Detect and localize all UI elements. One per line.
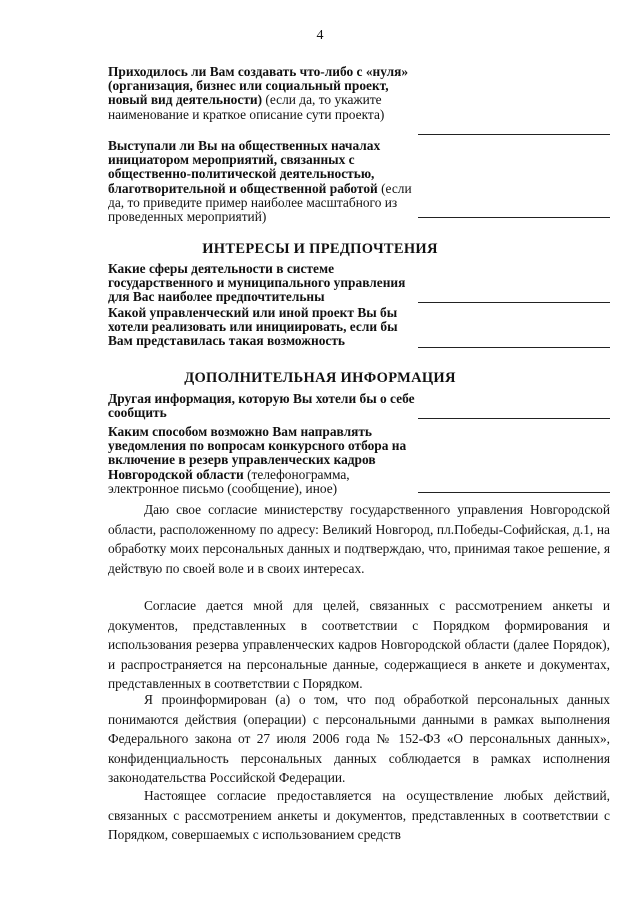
- consent-paragraph: Согласие дается мной для целей, связанных с рассмотрением анкеты и документов, представленных в соответствии с Порядком формирования и использования резерва управленческих кадров Новгородской области (далее Порядок), и распространяется на персональные данные, содержащиеся в анкете и документах, представленных в соответствии с Порядком.: [108, 598, 610, 692]
- question-create-from-scratch: [108, 64, 610, 122]
- question-preferred-spheres: [108, 261, 610, 305]
- question-text: [108, 139, 418, 224]
- answer-line[interactable]: [418, 134, 610, 135]
- consent-paragraph: Я проинформирован (а) о том, что под обработкой персональных данных понимаются действия (операции) с персональными данными в рамках выполнения Федерального закона от 27 июля 2006 года № 152-ФЗ «О персональных данных», конфиденциальность персональных данных соблюдается в рамках исполнения законодательства Российской Федерации.: [108, 692, 610, 786]
- answer-line[interactable]: [418, 347, 610, 348]
- question-text: [108, 306, 418, 349]
- question-text: [108, 262, 418, 305]
- question-bold-text: Приходилось ли Вам создавать что-либо с «нуля» (организация, бизнес или социальный проект, новый вид деятельности): [108, 64, 409, 108]
- page-number: 4: [316, 28, 324, 43]
- question-text: [108, 392, 418, 420]
- question-text: [108, 65, 418, 122]
- section-title-interests: ИНТЕРЕСЫ И ПРЕДПОЧТЕНИЯ: [202, 241, 438, 257]
- question-bold-text: Какие сферы деятельности в системе государственного и муниципального управления для Вас наиболее предпочтительны: [108, 261, 406, 305]
- question-public-initiator: [108, 138, 610, 225]
- consent-paragraph: Настоящее согласие предоставляется на осуществление любых действий, связанных с рассмотрением анкеты и документов, представленных в соответствии с Порядком, совершаемых с использованием средств: [108, 788, 610, 843]
- answer-line[interactable]: [418, 217, 610, 218]
- question-management-project: [108, 305, 610, 349]
- question-bold-text: Выступали ли Вы на общественных началах инициатором мероприятий, связанных с общественно-политической деятельностью, благотворительной и общественной работой: [108, 138, 381, 196]
- question-normal-text: (телефонограмма, электронное письмо (сообщение), иное): [108, 466, 350, 496]
- question-normal-text: (если да, то укажите наименование и краткое описание сути проекта): [108, 92, 385, 122]
- consent-paragraph: Даю свое согласие министерству государственного управления Новгородской области, расположенному по адресу: Великий Новгород, пл.Победы-Софийская, д.1, на обработку моих персональных данных и подтверждаю, что, принимая такое решение, я действую по своей воле и в своих интересах.: [108, 502, 610, 576]
- question-other-info: [108, 391, 610, 421]
- question-normal-text: (если да, то приведите пример наиболее масштабного из проведенных мероприятий): [108, 180, 412, 225]
- answer-line[interactable]: [418, 492, 610, 493]
- question-text: [108, 425, 418, 496]
- question-bold-text: Какой управленческий или иной проект Вы бы хотели реализовать или инициировать, если бы Вам представилась такая возможность: [108, 305, 398, 349]
- section-title-additional: ДОПОЛНИТЕЛЬНАЯ ИНФОРМАЦИЯ: [184, 370, 456, 386]
- question-notification-method: [108, 424, 610, 496]
- question-bold-text: Другая информация, которую Вы хотели бы о себе сообщить: [108, 391, 415, 421]
- answer-line[interactable]: [418, 418, 610, 419]
- question-bold-text: Каким способом возможно Вам направлять уведомления по вопросам конкурсного отбора на включение в резерв управленческих кадров Новгородской области: [108, 424, 407, 482]
- answer-line[interactable]: [418, 302, 610, 303]
